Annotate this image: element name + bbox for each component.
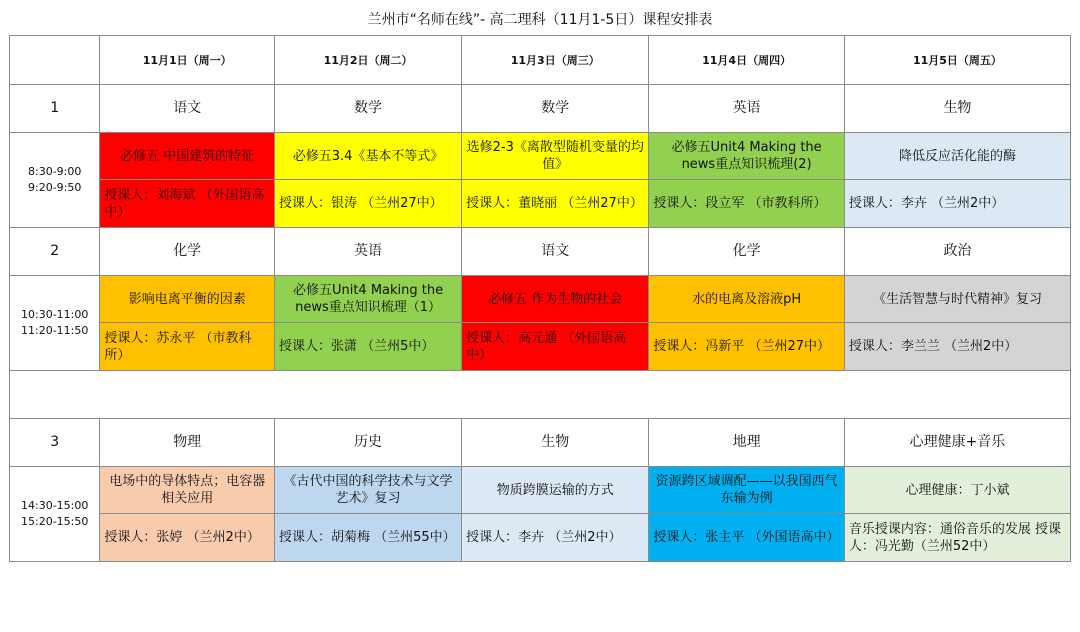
teacher-cell: 授课人：胡菊梅 （兰州55中）	[274, 514, 461, 562]
subject-cell: 化学	[100, 228, 275, 276]
teacher-cell: 授课人：高元通 （外国语高中）	[462, 323, 649, 371]
teacher-row	[10, 514, 1071, 562]
teacher-cell: 授课人：刘海斌 （外国语高中）	[100, 180, 275, 228]
day-header: 11月4日（周四）	[649, 36, 845, 85]
corner-cell	[10, 36, 100, 85]
subject-cell: 数学	[462, 85, 649, 133]
teacher-cell: 授课人：张潇 （兰州5中）	[274, 323, 461, 371]
teacher-cell: 授课人：李卉 （兰州2中）	[844, 180, 1070, 228]
day-header: 11月2日（周二）	[274, 36, 461, 85]
subject-row	[10, 85, 1071, 133]
topic-cell: 物质跨膜运输的方式	[462, 467, 649, 514]
day-header: 11月1日（周一）	[100, 36, 275, 85]
day-header: 11月5日（周五）	[844, 36, 1070, 85]
schedule-table	[9, 35, 1071, 562]
topic-cell: 电场中的导体特点；电容器相关应用	[100, 467, 275, 514]
period-number: 3	[10, 419, 100, 467]
topic-cell: 资源跨区域调配——以我国西气东输为例	[649, 467, 845, 514]
subject-cell: 英语	[274, 228, 461, 276]
period-number: 2	[10, 228, 100, 276]
break-cell	[10, 371, 1071, 419]
topic-cell: 必修五Unit4 Making the news重点知识梳理（1）	[274, 276, 461, 323]
topic-cell: 《古代中国的科学技术与文学艺术》复习	[274, 467, 461, 514]
time-line: 10:30-11:00	[21, 308, 89, 321]
subject-row	[10, 419, 1071, 467]
topic-cell: 降低反应活化能的酶	[844, 133, 1070, 180]
subject-cell: 语文	[462, 228, 649, 276]
topic-cell: 必修五3.4《基本不等式》	[274, 133, 461, 180]
teacher-cell: 授课人：段立军 （市教科所）	[649, 180, 845, 228]
topic-cell: 水的电离及溶液pH	[649, 276, 845, 323]
topic-row	[10, 467, 1071, 514]
topic-cell: 必修五 中国建筑的特征	[100, 133, 275, 180]
day-header: 11月3日（周三）	[462, 36, 649, 85]
subject-cell: 语文	[100, 85, 275, 133]
page-title: 兰州市“名师在线”- 高二理科（11月1-5日）课程安排表	[367, 12, 713, 28]
teacher-cell: 授课人：张主平 （外国语高中）	[649, 514, 845, 562]
subject-cell: 化学	[649, 228, 845, 276]
topic-row	[10, 276, 1071, 323]
time-line: 15:20-15:50	[21, 515, 89, 528]
topic-cell: 选修2-3《离散型随机变量的均值》	[462, 133, 649, 180]
teacher-cell: 授课人：李卉 （兰州2中）	[462, 514, 649, 562]
topic-cell: 心理健康：丁小斌	[844, 467, 1070, 514]
topic-cell: 影响电离平衡的因素	[100, 276, 275, 323]
teacher-cell: 授课人：银涛 （兰州27中）	[274, 180, 461, 228]
topic-cell: 《生活智慧与时代精神》复习	[844, 276, 1070, 323]
subject-cell: 生物	[462, 419, 649, 467]
subject-cell: 英语	[649, 85, 845, 133]
subject-cell: 地理	[649, 419, 845, 467]
subject-cell: 心理健康+音乐	[844, 419, 1070, 467]
time-cell	[10, 133, 100, 228]
teacher-row	[10, 323, 1071, 371]
subject-cell: 数学	[274, 85, 461, 133]
header-row	[10, 36, 1071, 85]
subject-cell: 历史	[274, 419, 461, 467]
teacher-row	[10, 180, 1071, 228]
subject-cell: 生物	[844, 85, 1070, 133]
subject-row	[10, 228, 1071, 276]
subject-cell: 物理	[100, 419, 275, 467]
time-cell	[10, 276, 100, 371]
teacher-cell: 授课人：冯新平 （兰州27中）	[649, 323, 845, 371]
topic-cell: 必修五Unit4 Making the news重点知识梳理(2)	[649, 133, 845, 180]
time-line: 11:20-11:50	[21, 324, 89, 337]
teacher-cell: 授课人：董晓丽 （兰州27中）	[462, 180, 649, 228]
subject-cell: 政治	[844, 228, 1070, 276]
time-line: 9:20-9:50	[28, 181, 82, 194]
teacher-cell: 授课人：苏永平 （市教科所）	[100, 323, 275, 371]
teacher-cell: 授课人：张婷 （兰州2中）	[100, 514, 275, 562]
topic-cell: 必修五 作为生物的社会	[462, 276, 649, 323]
time-line: 14:30-15:00	[21, 499, 89, 512]
time-cell	[10, 467, 100, 562]
time-line: 8:30-9:00	[28, 165, 82, 178]
teacher-cell: 授课人：李兰兰 （兰州2中）	[844, 323, 1070, 371]
break-row	[10, 371, 1071, 419]
teacher-cell: 音乐授课内容：通俗音乐的发展 授课人：冯光勤（兰州52中）	[844, 514, 1070, 562]
topic-row	[10, 133, 1071, 180]
period-number: 1	[10, 85, 100, 133]
